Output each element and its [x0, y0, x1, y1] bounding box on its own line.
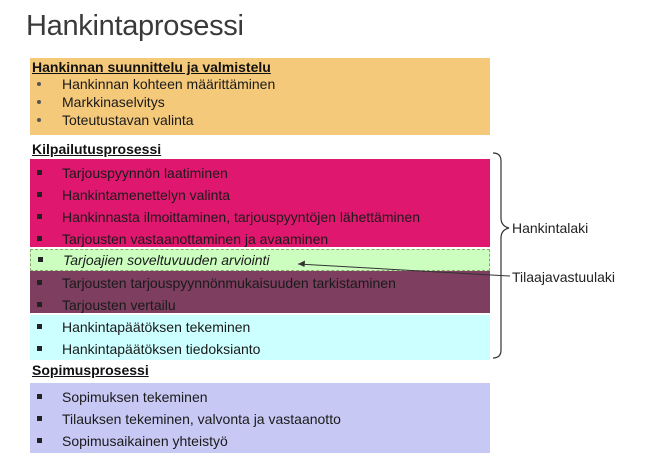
contract-section: Sopimuksen tekeminen Tilauksen tekeminen, valvonta ja vastaanotto Sopimusaikainen yhteistyö [30, 383, 490, 453]
tendering-maroon-section: Tarjousten tarjouspyynnönmukaisuuden tarkistaminen Tarjousten vertailu [30, 271, 490, 313]
brace-label: Hankintalaki [512, 220, 589, 236]
tendering-heading: Kilpailutusprosessi [32, 141, 162, 157]
tendering-pink-section: Tarjouspyynnön laatiminen Hankintamenettelyn valinta Hankinnasta ilmoittaminen, tarjouspyyntöjen lähettäminen Tarjousten vastaanottaminen ja avaaminen [30, 159, 490, 247]
arrow-line [298, 264, 510, 276]
tendering-cyan-section: Hankintapäätöksen tekeminen Hankintapäätöksen tiedoksianto [30, 315, 490, 360]
contract-heading: Sopimusprosessi [32, 362, 149, 378]
curly-brace-icon [493, 153, 509, 358]
page-title: Hankintaprosessi [26, 10, 244, 42]
planning-section: Hankinnan suunnittelu ja valmistelu Hankinnan kohteen määrittäminen Markkinaselvitys Toteutustavan valinta [30, 58, 490, 135]
tendering-green-section: Tarjoajien soveltuvuuden arviointi [30, 249, 490, 271]
arrow-label: Tilaajavastuulaki [512, 269, 615, 285]
arrowhead-icon [298, 261, 305, 268]
